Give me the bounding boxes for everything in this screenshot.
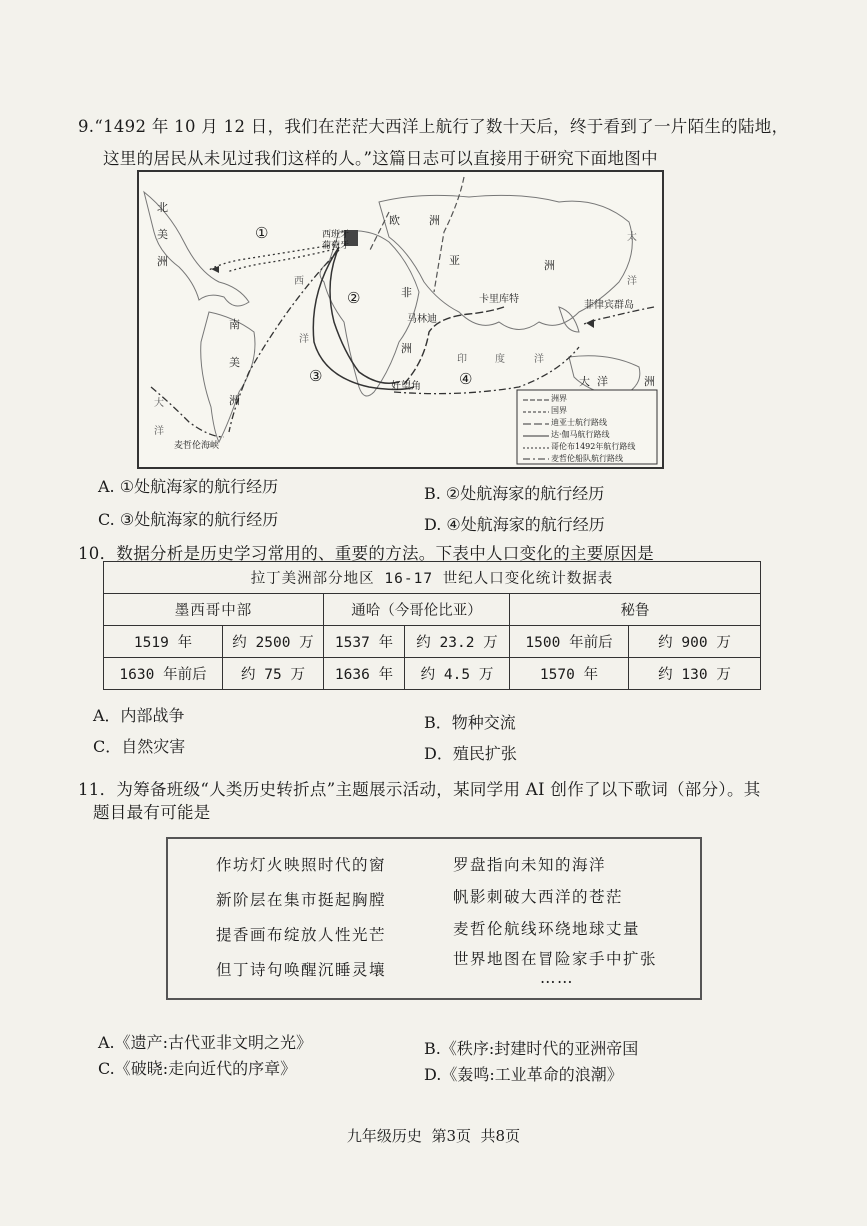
lyric-line: 麦哲伦航线环绕地球丈量 [453, 920, 641, 938]
q9-option-b[interactable]: B. ②处航海家的航行经历 [424, 484, 605, 503]
table-cell: 约 4.5 万 [405, 658, 510, 690]
q11-option-a[interactable]: A.《遗产:古代亚非文明之光》 [98, 1033, 313, 1052]
lyric-ellipsis: …… [540, 969, 574, 987]
q10-option-d[interactable]: D．殖民扩张 [424, 744, 517, 763]
q11-stem-line1: 11．为筹备班级“人类历史转折点”主题展示活动，某同学用 AI 创作了以下歌词（部分）。其 [78, 780, 761, 799]
map-label-europe-1: 欧 [389, 214, 400, 227]
q10-option-c[interactable]: C．自然灾害 [93, 737, 186, 756]
map-label-oceania-3: 洲 [644, 375, 655, 388]
map-place-philippines: 菲律宾群岛 [584, 300, 634, 311]
population-table [103, 561, 761, 690]
table-header-mexico: 墨西哥中部 [104, 594, 324, 626]
q10-option-a[interactable]: A．内部战争 [93, 706, 185, 725]
map-label-indian-3: 洋 [534, 354, 544, 365]
q9-stem-line2: 这里的居民从未见过我们这样的人。”这篇日志可以直接用于研究下面地图中 [103, 149, 658, 168]
legend-country-border: 国界 [551, 406, 567, 415]
lyric-line: 帆影刺破大西洋的苍茫 [453, 888, 624, 906]
map-place-spain: 西班牙 [322, 230, 350, 240]
map-label-asia-1: 亚 [449, 254, 460, 267]
map-label-europe-2: 洲 [429, 214, 440, 227]
map-place-calicut: 卡里库特 [479, 294, 519, 305]
table-row [104, 658, 761, 690]
table-cell: 1630 年前后 [104, 658, 223, 690]
map-label-north-america-3: 洲 [157, 255, 168, 268]
map-label-asia-2: 洲 [544, 259, 555, 272]
map-place-strait-of-magellan: 麦哲伦海峡 [174, 441, 220, 451]
table-row [104, 626, 761, 658]
table-header-tunja: 通哈（今哥伦比亚） [324, 594, 510, 626]
q9-option-a[interactable]: A. ①处航海家的航行经历 [98, 477, 279, 496]
legend-columbus-route: 哥伦布1492年航行路线 [551, 442, 636, 451]
table-cell: 约 2500 万 [223, 626, 324, 658]
q11-option-b[interactable]: B.《秩序:封建时代的亚洲帝国 [424, 1039, 639, 1058]
map-label-atlantic-1: 西 [294, 276, 304, 287]
map-label-pacific-4: 洋 [154, 426, 164, 437]
map-place-portugal: 葡萄牙 [322, 241, 350, 251]
lyric-line: 世界地图在冒险家手中扩张 [453, 950, 658, 968]
q9-stem-line1: 9.“1492 年 10 月 12 日，我们在茫茫大西洋上航行了数十天后，终于看到了一片陌生的陆地， [78, 117, 789, 136]
table-cell: 1500 年前后 [510, 626, 629, 658]
lyric-line: 罗盘指向未知的海洋 [453, 856, 607, 874]
q9-option-d[interactable]: D. ④处航海家的航行经历 [424, 515, 605, 534]
lyric-line: 提香画布绽放人性光芒 [216, 926, 387, 944]
route-marker-2: ② [347, 289, 361, 307]
map-label-indian-2: 度 [495, 354, 505, 365]
map-label-oceania-2: 洋 [597, 375, 608, 388]
table-header-peru: 秘鲁 [510, 594, 761, 626]
legend-continent-border: 洲界 [551, 394, 567, 403]
q11-option-c[interactable]: C.《破晓:走向近代的序章》 [98, 1059, 297, 1078]
q10-option-b[interactable]: B．物种交流 [424, 713, 516, 732]
table-cell: 约 23.2 万 [405, 626, 510, 658]
q11-stem-line2: 题目最有可能是 [93, 803, 211, 822]
legend-magellan-route: 麦哲伦船队航行路线 [551, 454, 623, 463]
map-label-north-america-1: 北 [157, 201, 168, 214]
map-label-africa-1: 非 [401, 286, 412, 299]
table-cell: 约 130 万 [629, 658, 761, 690]
q9-option-c[interactable]: C. ③处航海家的航行经历 [98, 510, 279, 529]
map-label-pacific-3: 大 [154, 398, 164, 409]
map-label-south-america-1: 南 [229, 318, 240, 331]
navigation-map [137, 170, 664, 469]
page-footer: 九年级历史 第3页 共8页 [346, 1127, 521, 1145]
table-cell: 约 900 万 [629, 626, 761, 658]
legend-diaz-route: 迪亚士航行路线 [551, 418, 607, 427]
map-place-cape-of-good-hope: 好望角 [391, 381, 421, 392]
map-label-oceania-1: 大 [579, 375, 590, 388]
table-cell: 1570 年 [510, 658, 629, 690]
q10-stem: 10．数据分析是历史学习常用的、重要的方法。下表中人口变化的主要原因是 [78, 544, 654, 563]
map-label-pacific-2: 洋 [627, 276, 637, 287]
table-cell: 1537 年 [324, 626, 405, 658]
map-label-indian-1: 印 [457, 354, 467, 365]
map-label-pacific-1: 太 [627, 232, 637, 243]
map-label-atlantic-2: 洋 [299, 334, 309, 345]
legend-da-gama-route: 达·伽马航行路线 [551, 430, 610, 439]
lyrics-box [166, 837, 702, 1000]
route-marker-3: ③ [309, 367, 323, 385]
q11-option-d[interactable]: D.《轰鸣:工业革命的浪潮》 [424, 1065, 623, 1084]
map-label-africa-2: 洲 [401, 342, 412, 355]
map-label-north-america-2: 美 [157, 228, 168, 241]
map-label-south-america-2: 美 [229, 356, 240, 369]
route-marker-1: ① [255, 224, 269, 242]
lyric-line: 作坊灯火映照时代的窗 [216, 856, 387, 874]
table-cell: 1636 年 [324, 658, 405, 690]
route-marker-4: ④ [459, 370, 473, 388]
table-title: 拉丁美洲部分地区 16-17 世纪人口变化统计数据表 [104, 562, 761, 594]
lyric-line: 新阶层在集市挺起胸膛 [216, 891, 387, 909]
table-cell: 约 75 万 [223, 658, 324, 690]
table-cell: 1519 年 [104, 626, 223, 658]
lyric-line: 但丁诗句唤醒沉睡灵壤 [216, 961, 387, 979]
map-place-malindi: 马林迪 [407, 314, 437, 325]
map-label-south-america-3: 洲 [229, 394, 240, 407]
